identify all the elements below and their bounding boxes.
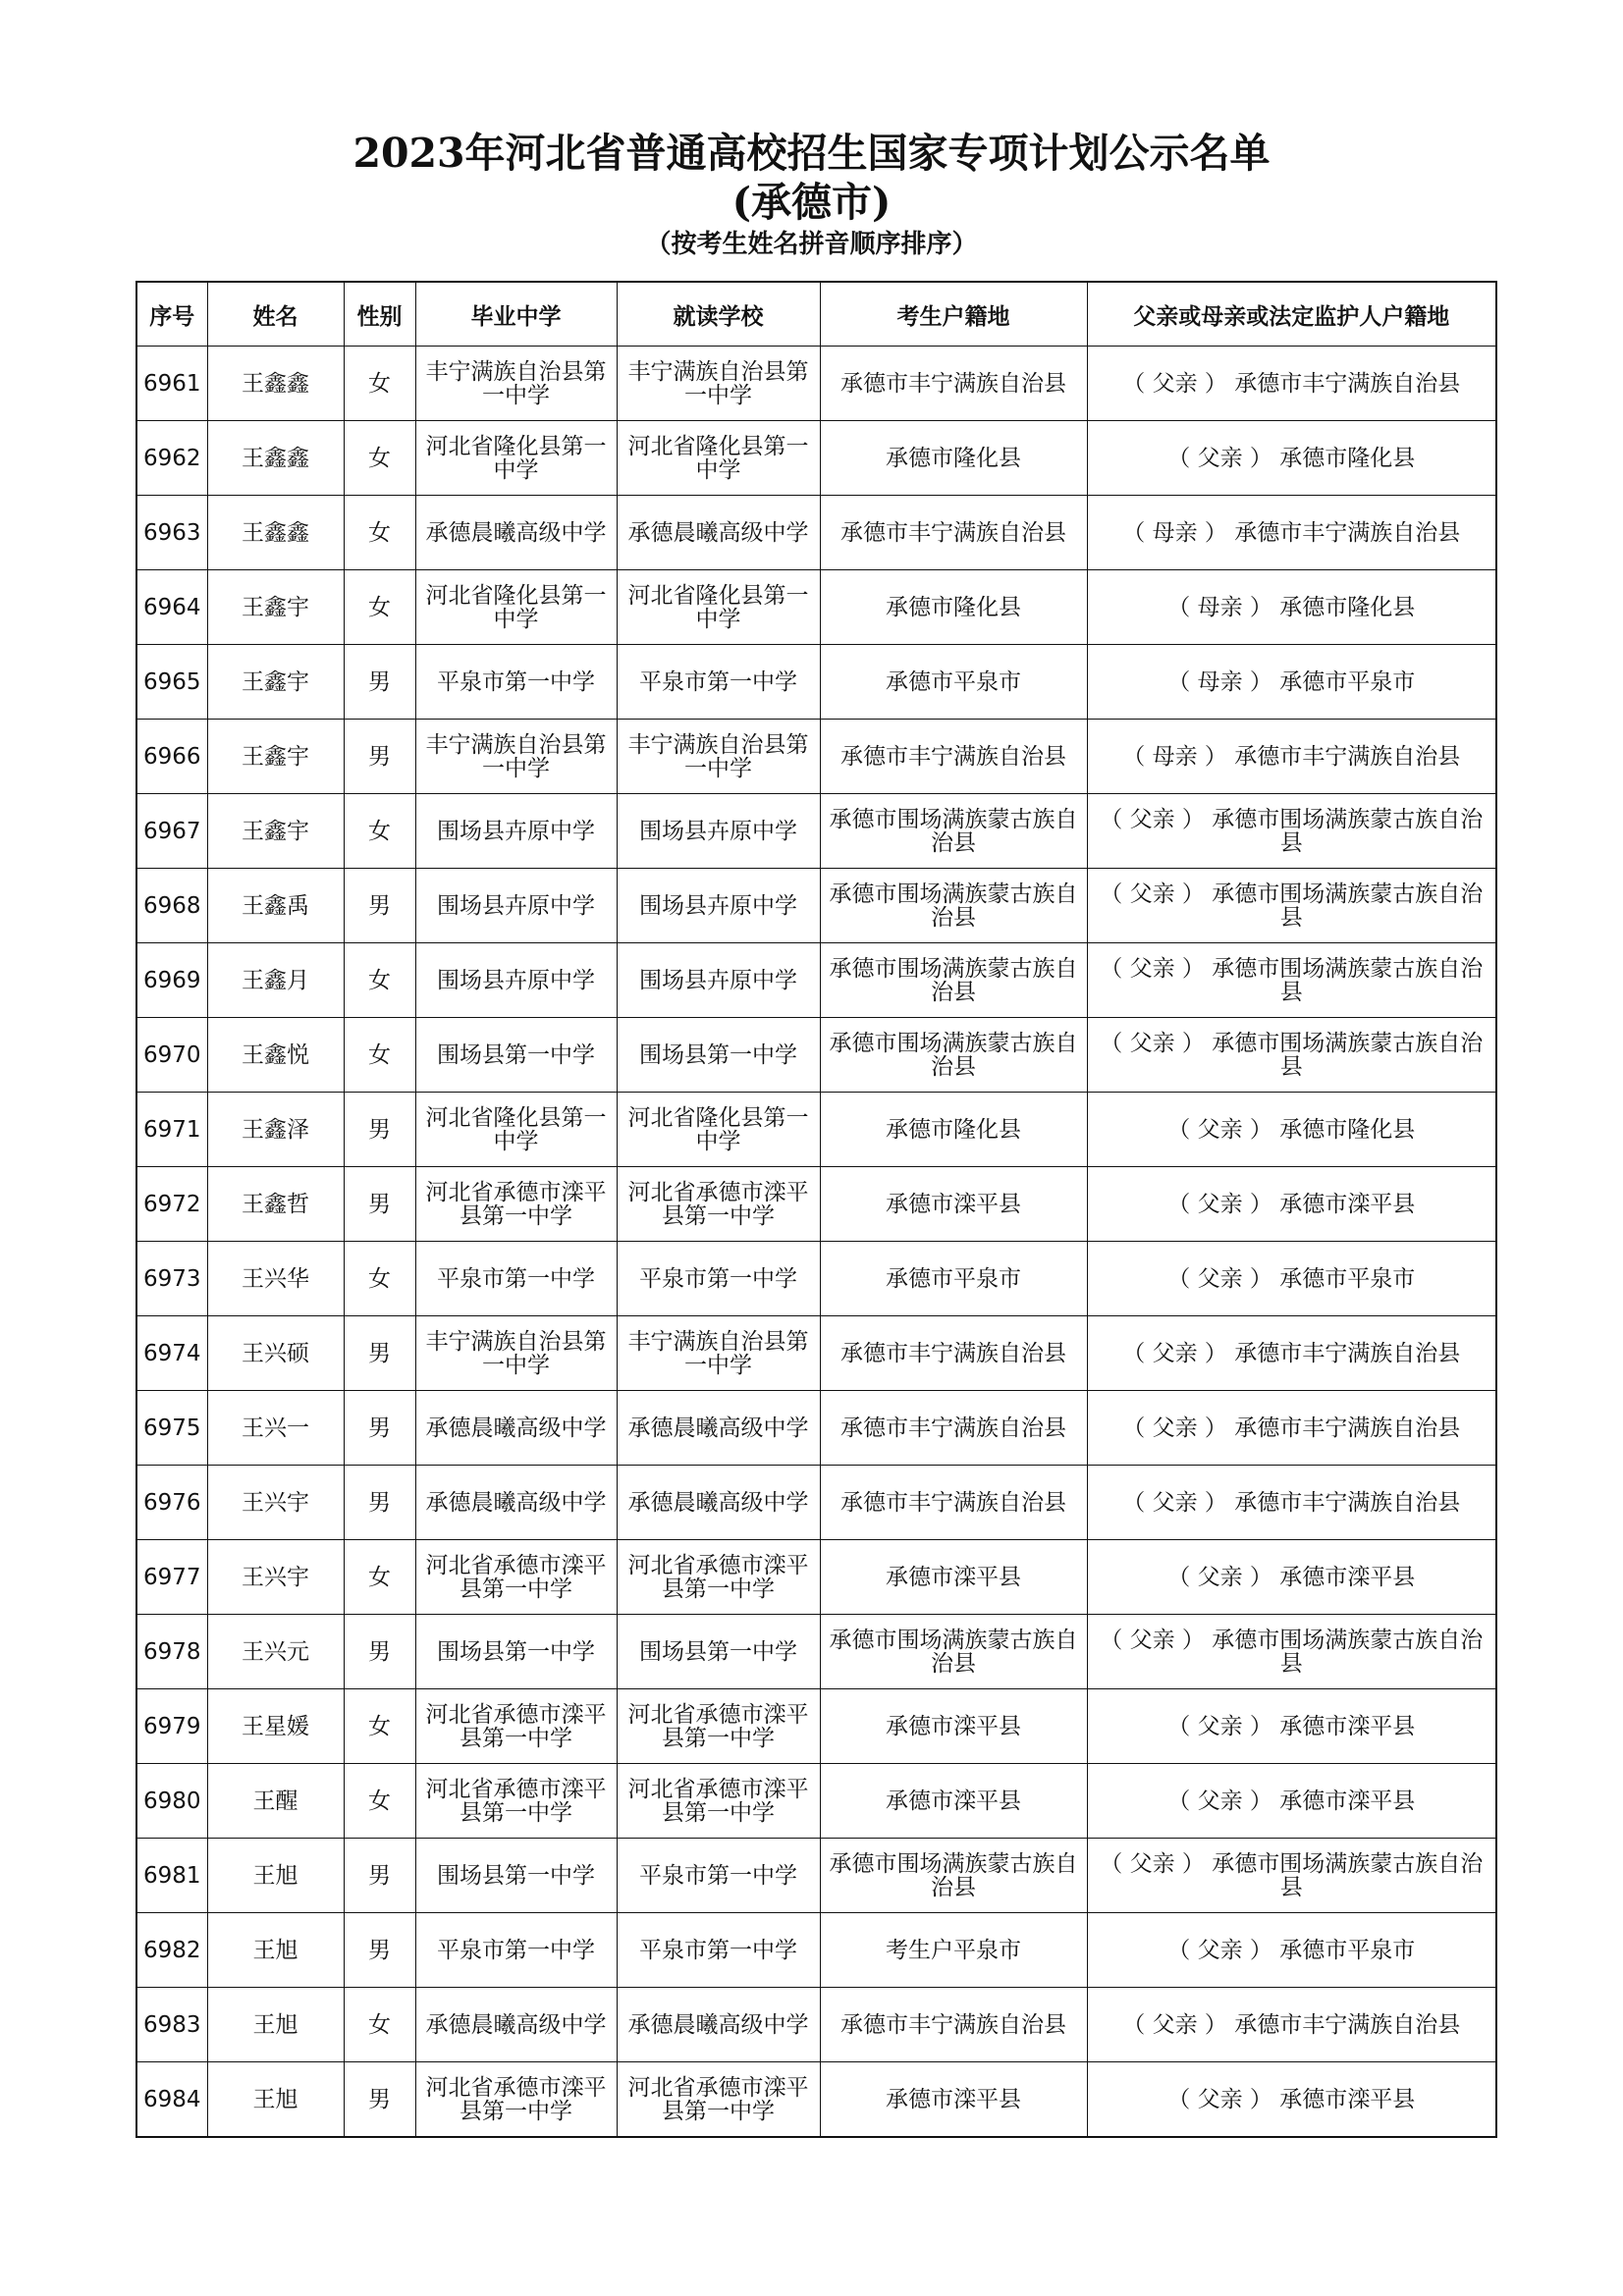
table-row <box>136 943 1496 1018</box>
cell-no: 6964 <box>136 570 207 645</box>
cell-current-school: 平泉市第一中学 <box>617 1913 820 1988</box>
table-row <box>136 1093 1496 1167</box>
cell-grad-school: 河北省承德市滦平县第一中学 <box>415 1167 617 1242</box>
cell-name: 王兴华 <box>207 1242 344 1316</box>
cell-current-school: 围场县卉原中学 <box>617 943 820 1018</box>
cell-gender: 女 <box>344 943 415 1018</box>
cell-current-school: 丰宁满族自治县第一中学 <box>617 347 820 421</box>
cell-hukou: 承德市丰宁满族自治县 <box>820 1391 1087 1466</box>
cell-gender: 女 <box>344 1988 415 2062</box>
cell-grad-school: 河北省隆化县第一中学 <box>415 1093 617 1167</box>
cell-hukou: 承德市隆化县 <box>820 1093 1087 1167</box>
cell-no: 6962 <box>136 421 207 496</box>
cell-hukou: 承德市丰宁满族自治县 <box>820 720 1087 794</box>
cell-current-school: 河北省承德市滦平县第一中学 <box>617 1167 820 1242</box>
cell-no: 6963 <box>136 496 207 570</box>
cell-hukou: 承德市平泉市 <box>820 1242 1087 1316</box>
table-row <box>136 1988 1496 2062</box>
cell-current-school: 承德晨曦高级中学 <box>617 1466 820 1540</box>
cell-gender: 男 <box>344 1839 415 1913</box>
cell-gender: 男 <box>344 1093 415 1167</box>
cell-current-school: 河北省承德市滦平县第一中学 <box>617 1764 820 1839</box>
cell-name: 王旭 <box>207 1913 344 1988</box>
cell-current-school: 平泉市第一中学 <box>617 645 820 720</box>
cell-no: 6970 <box>136 1018 207 1093</box>
cell-gender: 女 <box>344 1689 415 1764</box>
cell-name: 王鑫宇 <box>207 794 344 869</box>
cell-name: 王旭 <box>207 2062 344 2138</box>
table-row <box>136 421 1496 496</box>
cell-grad-school: 河北省承德市滦平县第一中学 <box>415 1764 617 1839</box>
cell-no: 6971 <box>136 1093 207 1167</box>
cell-grad-school: 围场县第一中学 <box>415 1018 617 1093</box>
table-row <box>136 570 1496 645</box>
cell-no: 6968 <box>136 869 207 943</box>
header-grad-school: 毕业中学 <box>415 282 617 347</box>
cell-guardian-hukou: （ 父亲 ） 承德市丰宁满族自治县 <box>1087 1988 1496 2062</box>
cell-name: 王鑫泽 <box>207 1093 344 1167</box>
cell-name: 王鑫宇 <box>207 645 344 720</box>
cell-grad-school: 丰宁满族自治县第一中学 <box>415 1316 617 1391</box>
cell-no: 6975 <box>136 1391 207 1466</box>
cell-guardian-hukou: （ 父亲 ） 承德市滦平县 <box>1087 1540 1496 1615</box>
cell-gender: 男 <box>344 1615 415 1689</box>
cell-hukou: 承德市丰宁满族自治县 <box>820 1316 1087 1391</box>
cell-name: 王鑫鑫 <box>207 496 344 570</box>
cell-no: 6967 <box>136 794 207 869</box>
cell-hukou: 承德市丰宁满族自治县 <box>820 347 1087 421</box>
cell-current-school: 河北省隆化县第一中学 <box>617 421 820 496</box>
cell-gender: 女 <box>344 347 415 421</box>
cell-gender: 女 <box>344 1242 415 1316</box>
cell-guardian-hukou: （ 父亲 ） 承德市滦平县 <box>1087 1167 1496 1242</box>
cell-gender: 女 <box>344 496 415 570</box>
cell-hukou: 承德市隆化县 <box>820 570 1087 645</box>
cell-name: 王鑫鑫 <box>207 347 344 421</box>
cell-guardian-hukou: （ 父亲 ） 承德市围场满族蒙古族自治县 <box>1087 1615 1496 1689</box>
cell-name: 王鑫哲 <box>207 1167 344 1242</box>
cell-name: 王兴宇 <box>207 1466 344 1540</box>
cell-current-school: 围场县卉原中学 <box>617 869 820 943</box>
cell-guardian-hukou: （ 父亲 ） 承德市围场满族蒙古族自治县 <box>1087 943 1496 1018</box>
cell-guardian-hukou: （ 父亲 ） 承德市滦平县 <box>1087 2062 1496 2138</box>
cell-name: 王鑫宇 <box>207 720 344 794</box>
cell-guardian-hukou: （ 父亲 ） 承德市滦平县 <box>1087 1764 1496 1839</box>
header-no: 序号 <box>136 282 207 347</box>
cell-guardian-hukou: （ 父亲 ） 承德市隆化县 <box>1087 421 1496 496</box>
table-row <box>136 1689 1496 1764</box>
cell-hukou: 承德市丰宁满族自治县 <box>820 1466 1087 1540</box>
cell-no: 6982 <box>136 1913 207 1988</box>
table-header <box>136 282 1496 347</box>
cell-hukou: 承德市滦平县 <box>820 1689 1087 1764</box>
cell-hukou: 承德市围场满族蒙古族自治县 <box>820 794 1087 869</box>
admission-list-table <box>135 281 1497 2138</box>
cell-name: 王兴硕 <box>207 1316 344 1391</box>
table-row <box>136 1540 1496 1615</box>
cell-guardian-hukou: （ 父亲 ） 承德市围场满族蒙古族自治县 <box>1087 1018 1496 1093</box>
cell-name: 王兴一 <box>207 1391 344 1466</box>
cell-gender: 女 <box>344 1018 415 1093</box>
cell-gender: 男 <box>344 1466 415 1540</box>
cell-grad-school: 围场县卉原中学 <box>415 794 617 869</box>
cell-no: 6981 <box>136 1839 207 1913</box>
cell-current-school: 平泉市第一中学 <box>617 1839 820 1913</box>
table-row <box>136 1018 1496 1093</box>
table-row <box>136 1764 1496 1839</box>
cell-gender: 男 <box>344 720 415 794</box>
cell-guardian-hukou: （ 父亲 ） 承德市丰宁满族自治县 <box>1087 1316 1496 1391</box>
cell-no: 6976 <box>136 1466 207 1540</box>
cell-current-school: 承德晨曦高级中学 <box>617 1391 820 1466</box>
cell-grad-school: 平泉市第一中学 <box>415 1913 617 1988</box>
cell-guardian-hukou: （ 父亲 ） 承德市隆化县 <box>1087 1093 1496 1167</box>
cell-name: 王鑫宇 <box>207 570 344 645</box>
cell-guardian-hukou: （ 父亲 ） 承德市围场满族蒙古族自治县 <box>1087 1839 1496 1913</box>
header-hukou: 考生户籍地 <box>820 282 1087 347</box>
cell-no: 6977 <box>136 1540 207 1615</box>
table-row <box>136 1913 1496 1988</box>
cell-no: 6969 <box>136 943 207 1018</box>
cell-current-school: 围场县第一中学 <box>617 1615 820 1689</box>
cell-no: 6961 <box>136 347 207 421</box>
cell-grad-school: 河北省隆化县第一中学 <box>415 570 617 645</box>
cell-no: 6984 <box>136 2062 207 2138</box>
cell-no: 6973 <box>136 1242 207 1316</box>
table-row <box>136 1839 1496 1913</box>
cell-current-school: 承德晨曦高级中学 <box>617 1988 820 2062</box>
sort-note: （按考生姓名拼音顺序排序） <box>645 230 978 259</box>
cell-name: 王兴宇 <box>207 1540 344 1615</box>
cell-gender: 女 <box>344 1764 415 1839</box>
cell-current-school: 承德晨曦高级中学 <box>617 496 820 570</box>
cell-no: 6965 <box>136 645 207 720</box>
cell-grad-school: 河北省承德市滦平县第一中学 <box>415 2062 617 2138</box>
table-row <box>136 645 1496 720</box>
table-row <box>136 347 1496 421</box>
table-row <box>136 794 1496 869</box>
cell-current-school: 河北省承德市滦平县第一中学 <box>617 1540 820 1615</box>
cell-hukou: 承德市平泉市 <box>820 645 1087 720</box>
cell-grad-school: 丰宁满族自治县第一中学 <box>415 347 617 421</box>
cell-gender: 男 <box>344 869 415 943</box>
cell-current-school: 丰宁满族自治县第一中学 <box>617 1316 820 1391</box>
cell-grad-school: 丰宁满族自治县第一中学 <box>415 720 617 794</box>
header-current-school: 就读学校 <box>617 282 820 347</box>
cell-no: 6972 <box>136 1167 207 1242</box>
cell-grad-school: 承德晨曦高级中学 <box>415 496 617 570</box>
cell-current-school: 河北省隆化县第一中学 <box>617 1093 820 1167</box>
cell-guardian-hukou: （ 父亲 ） 承德市平泉市 <box>1087 1242 1496 1316</box>
table-row <box>136 1391 1496 1466</box>
cell-no: 6978 <box>136 1615 207 1689</box>
cell-name: 王星媛 <box>207 1689 344 1764</box>
cell-no: 6979 <box>136 1689 207 1764</box>
cell-current-school: 河北省承德市滦平县第一中学 <box>617 1689 820 1764</box>
cell-name: 王鑫禹 <box>207 869 344 943</box>
cell-grad-school: 围场县第一中学 <box>415 1839 617 1913</box>
cell-grad-school: 围场县卉原中学 <box>415 943 617 1018</box>
cell-guardian-hukou: （ 父亲 ） 承德市围场满族蒙古族自治县 <box>1087 869 1496 943</box>
table-row <box>136 720 1496 794</box>
cell-grad-school: 承德晨曦高级中学 <box>415 1466 617 1540</box>
cell-grad-school: 平泉市第一中学 <box>415 645 617 720</box>
cell-guardian-hukou: （ 父亲 ） 承德市丰宁满族自治县 <box>1087 1391 1496 1466</box>
cell-hukou: 承德市滦平县 <box>820 1764 1087 1839</box>
cell-grad-school: 河北省隆化县第一中学 <box>415 421 617 496</box>
cell-grad-school: 承德晨曦高级中学 <box>415 1988 617 2062</box>
header-row <box>136 282 1496 347</box>
cell-current-school: 围场县卉原中学 <box>617 794 820 869</box>
cell-hukou: 承德市围场满族蒙古族自治县 <box>820 869 1087 943</box>
table-row <box>136 1167 1496 1242</box>
header-gender: 性别 <box>344 282 415 347</box>
cell-grad-school: 河北省承德市滦平县第一中学 <box>415 1689 617 1764</box>
cell-name: 王旭 <box>207 1988 344 2062</box>
cell-guardian-hukou: （ 父亲 ） 承德市围场满族蒙古族自治县 <box>1087 794 1496 869</box>
cell-hukou: 承德市滦平县 <box>820 1167 1087 1242</box>
header-name: 姓名 <box>207 282 344 347</box>
cell-grad-school: 平泉市第一中学 <box>415 1242 617 1316</box>
page-title: 2023年河北省普通高校招生国家专项计划公示名单 <box>352 130 1271 177</box>
cell-current-school: 丰宁满族自治县第一中学 <box>617 720 820 794</box>
cell-no: 6974 <box>136 1316 207 1391</box>
cell-grad-school: 承德晨曦高级中学 <box>415 1391 617 1466</box>
cell-guardian-hukou: （ 父亲 ） 承德市丰宁满族自治县 <box>1087 347 1496 421</box>
cell-gender: 男 <box>344 645 415 720</box>
cell-guardian-hukou: （ 父亲 ） 承德市平泉市 <box>1087 1913 1496 1988</box>
cell-guardian-hukou: （ 父亲 ） 承德市丰宁满族自治县 <box>1087 1466 1496 1540</box>
cell-name: 王醒 <box>207 1764 344 1839</box>
cell-hukou: 承德市围场满族蒙古族自治县 <box>820 1839 1087 1913</box>
cell-no: 6980 <box>136 1764 207 1839</box>
cell-name: 王鑫月 <box>207 943 344 1018</box>
table-row <box>136 1615 1496 1689</box>
cell-name: 王兴元 <box>207 1615 344 1689</box>
cell-name: 王旭 <box>207 1839 344 1913</box>
cell-guardian-hukou: （ 母亲 ） 承德市隆化县 <box>1087 570 1496 645</box>
cell-gender: 女 <box>344 1540 415 1615</box>
cell-no: 6983 <box>136 1988 207 2062</box>
table-row <box>136 1316 1496 1391</box>
cell-current-school: 河北省隆化县第一中学 <box>617 570 820 645</box>
cell-grad-school: 围场县卉原中学 <box>415 869 617 943</box>
cell-hukou: 承德市滦平县 <box>820 2062 1087 2138</box>
cell-gender: 男 <box>344 1391 415 1466</box>
cell-current-school: 围场县第一中学 <box>617 1018 820 1093</box>
cell-guardian-hukou: （ 父亲 ） 承德市滦平县 <box>1087 1689 1496 1764</box>
cell-gender: 男 <box>344 1316 415 1391</box>
cell-current-school: 河北省承德市滦平县第一中学 <box>617 2062 820 2138</box>
page-subtitle: (承德市) <box>731 179 892 226</box>
cell-guardian-hukou: （ 母亲 ） 承德市平泉市 <box>1087 645 1496 720</box>
header-guardian-hukou: 父亲或母亲或法定监护人户籍地 <box>1087 282 1496 347</box>
cell-grad-school: 围场县第一中学 <box>415 1615 617 1689</box>
cell-gender: 男 <box>344 1913 415 1988</box>
cell-hukou: 承德市围场满族蒙古族自治县 <box>820 1615 1087 1689</box>
cell-gender: 男 <box>344 2062 415 2138</box>
cell-grad-school: 河北省承德市滦平县第一中学 <box>415 1540 617 1615</box>
table-row <box>136 496 1496 570</box>
cell-gender: 女 <box>344 794 415 869</box>
cell-current-school: 平泉市第一中学 <box>617 1242 820 1316</box>
table-row <box>136 869 1496 943</box>
cell-name: 王鑫鑫 <box>207 421 344 496</box>
cell-hukou: 承德市滦平县 <box>820 1540 1087 1615</box>
table-row <box>136 2062 1496 2138</box>
table-body <box>136 347 1496 2138</box>
cell-hukou: 承德市围场满族蒙古族自治县 <box>820 943 1087 1018</box>
cell-hukou: 承德市丰宁满族自治县 <box>820 496 1087 570</box>
cell-gender: 男 <box>344 1167 415 1242</box>
cell-hukou: 承德市丰宁满族自治县 <box>820 1988 1087 2062</box>
cell-hukou: 考生户平泉市 <box>820 1913 1087 1988</box>
cell-gender: 女 <box>344 570 415 645</box>
table-row <box>136 1242 1496 1316</box>
table-row <box>136 1466 1496 1540</box>
cell-name: 王鑫悦 <box>207 1018 344 1093</box>
cell-guardian-hukou: （ 母亲 ） 承德市丰宁满族自治县 <box>1087 496 1496 570</box>
cell-hukou: 承德市隆化县 <box>820 421 1087 496</box>
cell-gender: 女 <box>344 421 415 496</box>
cell-guardian-hukou: （ 母亲 ） 承德市丰宁满族自治县 <box>1087 720 1496 794</box>
cell-hukou: 承德市围场满族蒙古族自治县 <box>820 1018 1087 1093</box>
cell-no: 6966 <box>136 720 207 794</box>
